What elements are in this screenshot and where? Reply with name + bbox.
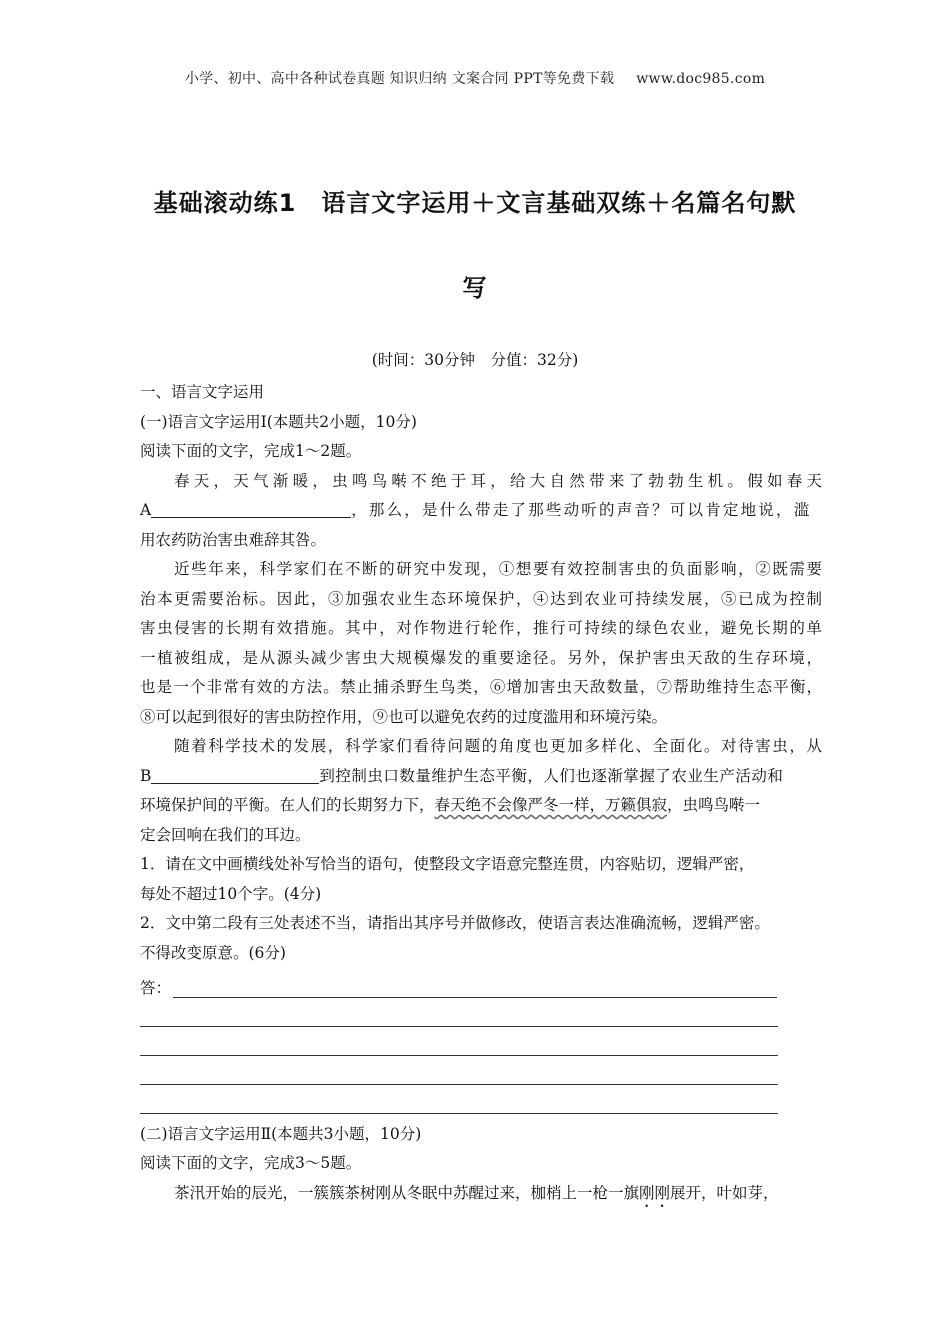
passage1-para1-line1: 春天，天气渐暖，虫鸣鸟啭不绝于耳，给大自然带来了勃勃生机。假如春天 (174, 471, 822, 490)
passage2-para1-line1 (140, 1179, 822, 1209)
answer-label: 答： (140, 978, 172, 997)
part1-heading: (一)语言文字运用Ⅰ(本题共2小题，10分) (140, 412, 417, 431)
passage1-para2-line6: ⑧可以起到很好的害虫防控作用，⑨也可以避免农药的过度滥用和环境污染。 (140, 707, 668, 726)
title-line-1: 基础滚动练1 语言文字运用＋文言基础双练＋名篇名句默 (153, 189, 797, 217)
passage2-text-a: 茶汛开始的辰光，一簇簇茶树刚从冬眠中苏醒过来，枷梢上一枪一旗 (174, 1183, 640, 1202)
part1-instruction: 阅读下面的文字，完成1～2题。 (140, 442, 362, 460)
passage2-text-b: 展开，叶如芽， (670, 1183, 779, 1202)
passage1-para2-line3: 害虫侵害的长期有效措施。其中，对作物进行轮作，推行可持续的绿色农业，避免长期的单 (140, 619, 822, 637)
passage1-para3-line2 (140, 762, 822, 792)
question2-line1: 2．文中第二段有三处表述不当，请指出其序号并做修改，使语言表达准确流畅，逻辑严密。 (140, 914, 770, 932)
answer-line-4[interactable] (140, 1056, 778, 1085)
passage1-para2-line2: 治本更需要治标。因此，③加强农业生态环境保护，④达到农业可持续发展，⑤已成为控制 (140, 589, 822, 608)
page-header (0, 68, 950, 88)
dotted-emphasis-word: 刚刚 (639, 1183, 671, 1202)
main-content (140, 378, 822, 1208)
passage1-para1-line3: 用农药防治害虫难辞其咎。 (140, 530, 327, 549)
title-line-2: 写 (462, 274, 488, 302)
blank-label-b: B (140, 766, 152, 785)
question2-line2: 不得改变原意。(6分) (140, 943, 286, 962)
part2-instruction: 阅读下面的文字，完成3～5题。 (140, 1154, 362, 1172)
part2-heading: (二)语言文字运用Ⅱ(本题共3小题，10分) (140, 1124, 422, 1143)
passage1-para1-line2-rest: ，那么，是什么带走了那些动听的声音？可以肯定地说，滥 (351, 501, 812, 519)
time-score-info: (时间：30分钟 分值：32分) (371, 351, 579, 369)
answer-underline[interactable] (173, 977, 777, 998)
blank-b[interactable] (151, 766, 319, 784)
blank-a[interactable] (151, 500, 351, 518)
header-url[interactable]: www.doc985.com (636, 71, 766, 87)
passage1-para3-line3-a: 环境保护间的平衡。在人们的长期努力下， (140, 796, 435, 814)
answer-line-1[interactable] (140, 968, 822, 998)
passage1-para3-line3 (140, 791, 822, 821)
passage1-para2-line4: 一植被组成，是从源头减少害虫大规模爆发的重要途径。另外，保护害虫天敌的生存环境， (140, 648, 822, 667)
passage1-para3-line4: 定会回响在我们的耳边。 (140, 825, 311, 844)
passage1-para3-line2-rest: 到控制虫口数量维护生态平衡，人们也逐渐掌握了农业生产活动和 (319, 766, 784, 785)
answer-line-2[interactable] (140, 998, 778, 1027)
header-text: 小学、初中、高中各种试卷真题 知识归纳 文案合同 PPT等免费下载 (184, 71, 615, 87)
passage1-para3-line1: 随着科学技术的发展，科学家们看待问题的角度也更加多样化、全面化。对待害虫，从 (174, 737, 822, 755)
passage1-para1-line2 (140, 496, 822, 526)
wavy-underlined-sentence: 春天绝不会像严冬一样，万籁俱寂 (434, 796, 668, 814)
question1-line1: 1．请在文中画横线处补写恰当的语句，使整段文字语意完整连贯，内容贴切，逻辑严密， (140, 855, 755, 873)
section-heading: 一、语言文字运用 (140, 383, 265, 401)
question1-line2: 每处不超过10个字。(4分) (140, 884, 322, 903)
answer-line-5[interactable] (140, 1085, 778, 1114)
passage1-para2-line1: 近些年来，科学家们在不断的研究中发现，①想要有效控制害虫的负面影响，②既需要 (174, 560, 822, 578)
passage1-para2-line5: 也是一个非常有效的方法。禁止捕杀野生鸟类，⑥增加害虫天敌数量，⑦帮助维持生态平衡， (140, 678, 822, 696)
blank-label-a: A (140, 501, 152, 519)
answer-line-3[interactable] (140, 1027, 778, 1056)
passage1-para3-line3-b: ，虫鸣鸟啭一 (667, 796, 761, 814)
